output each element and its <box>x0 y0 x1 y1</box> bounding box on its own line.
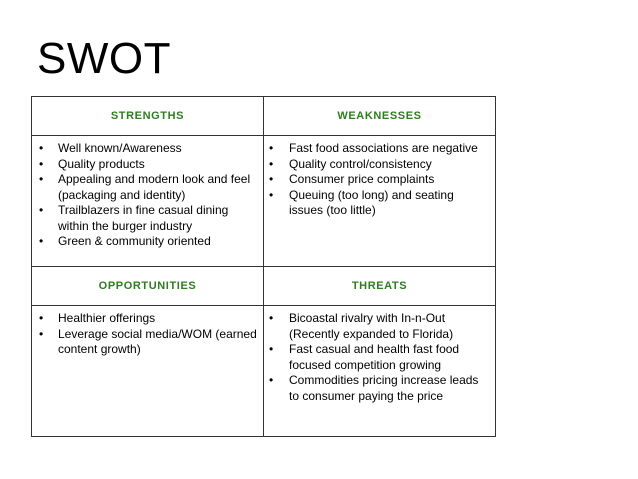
list-item-text: Leverage social media/WOM (earned content growth) <box>58 326 257 356</box>
bullet-icon: • <box>269 187 274 202</box>
body-row-bottom <box>32 306 496 437</box>
bullet-icon: • <box>269 311 274 325</box>
list-item <box>32 311 257 327</box>
list-item-text: Quality control/consistency <box>289 156 432 171</box>
bullet-icon: • <box>39 203 44 217</box>
list-item-text: Healthier offerings <box>58 311 156 325</box>
list-item-text: Fast food associations are negative <box>289 141 478 155</box>
bullet-icon: • <box>269 342 274 356</box>
list-item-text: Commodities pricing increase leads to consumer paying the price <box>289 373 479 403</box>
list-item-text: Queuing (too long) and seating issues (too little) <box>289 187 454 217</box>
opportunities-header: OPPORTUNITIES <box>32 267 264 306</box>
list-item <box>32 203 257 234</box>
threats-header: THREATS <box>264 267 496 306</box>
swot-table <box>31 96 496 437</box>
list-item <box>264 157 489 173</box>
weaknesses-cell <box>264 136 496 267</box>
bullet-icon: • <box>39 172 44 186</box>
header-row-top <box>32 97 496 136</box>
list-item <box>264 141 489 157</box>
list-item <box>32 234 257 250</box>
list-item <box>32 157 257 173</box>
opportunities-cell <box>32 306 264 437</box>
body-row-top <box>32 136 496 267</box>
weaknesses-list <box>264 136 495 219</box>
bullet-icon: • <box>39 326 44 341</box>
list-item <box>264 172 489 188</box>
slide-title: SWOT <box>37 34 171 83</box>
bullet-icon: • <box>39 141 44 155</box>
list-item-text: Trailblazers in fine casual dining within the burger industry <box>58 203 229 233</box>
list-item <box>264 342 489 373</box>
list-item-text: Green & community oriented <box>58 234 211 248</box>
list-item-text: Quality products <box>58 156 145 171</box>
strengths-list <box>32 136 263 250</box>
list-item <box>32 141 257 157</box>
list-item <box>264 188 489 219</box>
bullet-icon: • <box>39 156 44 171</box>
list-item-text: Well known/Awareness <box>58 141 182 155</box>
list-item <box>264 373 489 404</box>
strengths-header: STRENGTHS <box>32 97 264 136</box>
opportunities-list <box>32 306 263 358</box>
strengths-cell <box>32 136 264 267</box>
list-item <box>32 327 257 358</box>
bullet-icon: • <box>269 156 274 171</box>
header-row-bottom <box>32 267 496 306</box>
bullet-icon: • <box>39 311 44 325</box>
threats-cell <box>264 306 496 437</box>
list-item-text: Appealing and modern look and feel (packaging and identity) <box>58 172 251 202</box>
list-item-text: Consumer price complaints <box>289 172 435 186</box>
bullet-icon: • <box>269 172 274 186</box>
bullet-icon: • <box>269 373 274 387</box>
bullet-icon: • <box>269 141 274 155</box>
threats-list <box>264 306 495 404</box>
list-item <box>32 172 257 203</box>
bullet-icon: • <box>39 234 44 248</box>
list-item <box>264 311 489 342</box>
weaknesses-header: WEAKNESSES <box>264 97 496 136</box>
list-item-text: Fast casual and health fast food focused competition growing <box>289 342 460 372</box>
list-item-text: Bicoastal rivalry with In-n-Out (Recently expanded to Florida) <box>289 311 454 341</box>
